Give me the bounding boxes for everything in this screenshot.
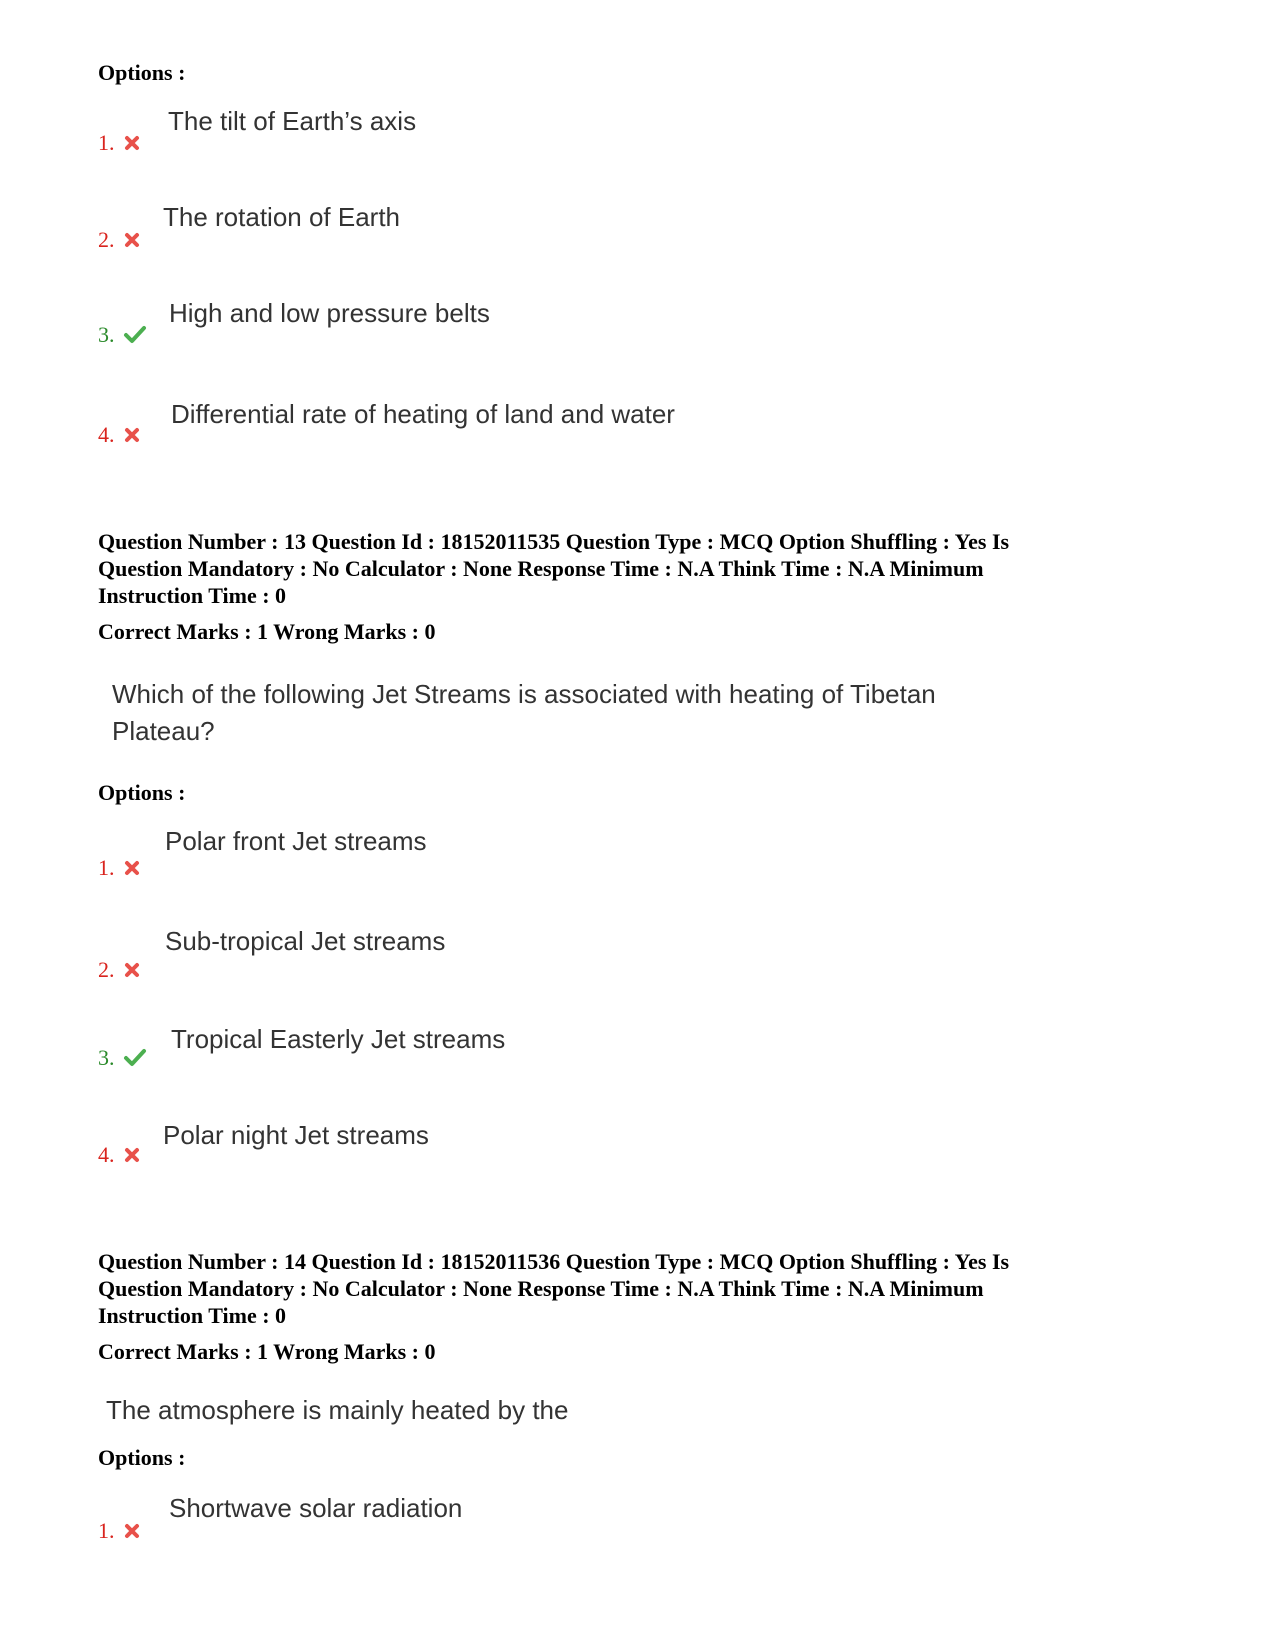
question-text: The atmosphere is mainly heated by the — [106, 1395, 569, 1425]
option-text: High and low pressure belts — [169, 298, 490, 328]
check-icon — [123, 324, 147, 344]
question-metadata: Question Number : 14 Question Id : 18152011536 Question Type : MCQ Option Shuffling : Yes Is Question Mandatory : No Calculator : None Response Time : N.A Think Time : N.A Minimum Instruction Time : 0 — [98, 1249, 1010, 1328]
option-text: Tropical Easterly Jet streams — [171, 1024, 506, 1054]
option-number: 1. — [98, 855, 141, 881]
marks-info: Correct Marks : 1 Wrong Marks : 0 — [98, 1339, 436, 1364]
option-number: 4. — [98, 422, 141, 448]
option-number: 2. — [98, 957, 141, 983]
cross-icon — [123, 859, 141, 877]
question-text: Which of the following Jet Streams is associated with heating of Tibetan Plateau? — [112, 679, 936, 746]
option-number: 3. — [98, 1045, 147, 1071]
option-number: 1. — [98, 1518, 141, 1544]
option-number: 1. — [98, 130, 141, 156]
marks-info: Correct Marks : 1 Wrong Marks : 0 — [98, 619, 436, 644]
option-text: The tilt of Earth’s axis — [168, 106, 417, 136]
cross-icon — [123, 1522, 141, 1540]
option-number: 2. — [98, 227, 141, 253]
option-text: Shortwave solar radiation — [169, 1493, 463, 1523]
option-text: The rotation of Earth — [163, 202, 401, 232]
option-text: Sub-tropical Jet streams — [165, 926, 446, 956]
option-text: Differential rate of heating of land and water — [171, 399, 675, 429]
options-heading: Options : — [98, 1445, 186, 1470]
option-text: Polar night Jet streams — [163, 1120, 429, 1150]
options-heading: Options : — [98, 780, 186, 805]
cross-icon — [123, 426, 141, 444]
cross-icon — [123, 1146, 141, 1164]
cross-icon — [123, 231, 141, 249]
option-number: 3. — [98, 322, 147, 348]
options-heading: Options : — [98, 60, 186, 85]
option-text: Polar front Jet streams — [165, 826, 427, 856]
cross-icon — [123, 134, 141, 152]
option-number: 4. — [98, 1142, 141, 1168]
check-icon — [123, 1047, 147, 1067]
question-metadata: Question Number : 13 Question Id : 18152011535 Question Type : MCQ Option Shuffling : Yes Is Question Mandatory : No Calculator : None Response Time : N.A Think Time : N.A Minimum Instruction Time : 0 — [98, 529, 1010, 608]
cross-icon — [123, 961, 141, 979]
